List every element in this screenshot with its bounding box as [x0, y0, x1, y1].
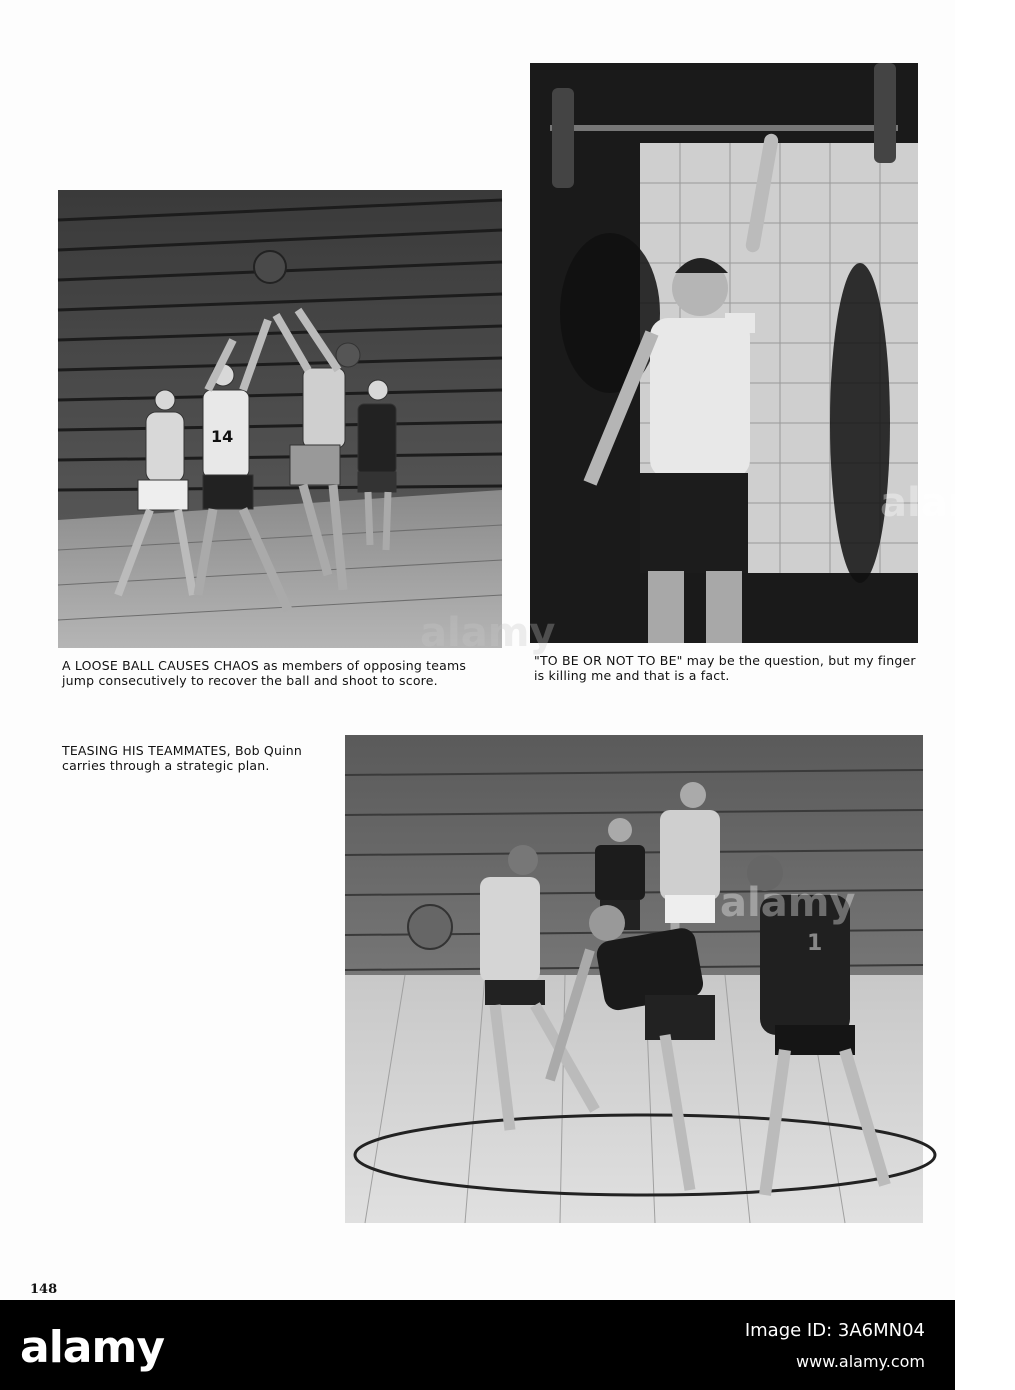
jersey-number-1: 1 — [807, 931, 823, 956]
caption-loose-ball-lead: A LOOSE BALL CAUSES CHAOS — [62, 658, 259, 673]
watermark-1: alamy — [880, 480, 1015, 526]
photo-to-be-image — [530, 63, 918, 643]
photo-teasing-image — [345, 735, 923, 1223]
photo-loose-ball — [58, 190, 502, 648]
site-url: www.alamy.com — [796, 1352, 925, 1371]
watermark-3: alamy — [420, 610, 556, 656]
caption-to-be-text: may be the question, but my finger is killing me and that is a fact. — [534, 653, 916, 683]
caption-teasing-text: Bob Quinn carries through a strategic plan. — [62, 743, 302, 773]
jersey-number-14: 14 — [211, 427, 234, 446]
photo-teasing — [345, 735, 923, 1223]
alamy-footer — [0, 1300, 955, 1390]
alamy-logo: alamy — [20, 1322, 164, 1373]
caption-loose-ball-text: as members of opposing teams jump consecutively to recover the ball and shoot to score. — [62, 658, 467, 688]
watermark-2: alamy — [720, 880, 856, 926]
caption-teasing — [62, 743, 324, 773]
page-number: 148 — [30, 1282, 58, 1297]
caption-to-be — [534, 653, 922, 683]
photo-loose-ball-image — [58, 190, 502, 648]
caption-teasing-lead: TEASING HIS TEAMMATES, — [62, 743, 231, 758]
caption-to-be-lead: "TO BE OR NOT TO BE" — [534, 653, 683, 668]
image-id: Image ID: 3A6MN04 — [744, 1320, 925, 1341]
photo-to-be — [530, 63, 918, 643]
caption-loose-ball — [62, 658, 498, 688]
